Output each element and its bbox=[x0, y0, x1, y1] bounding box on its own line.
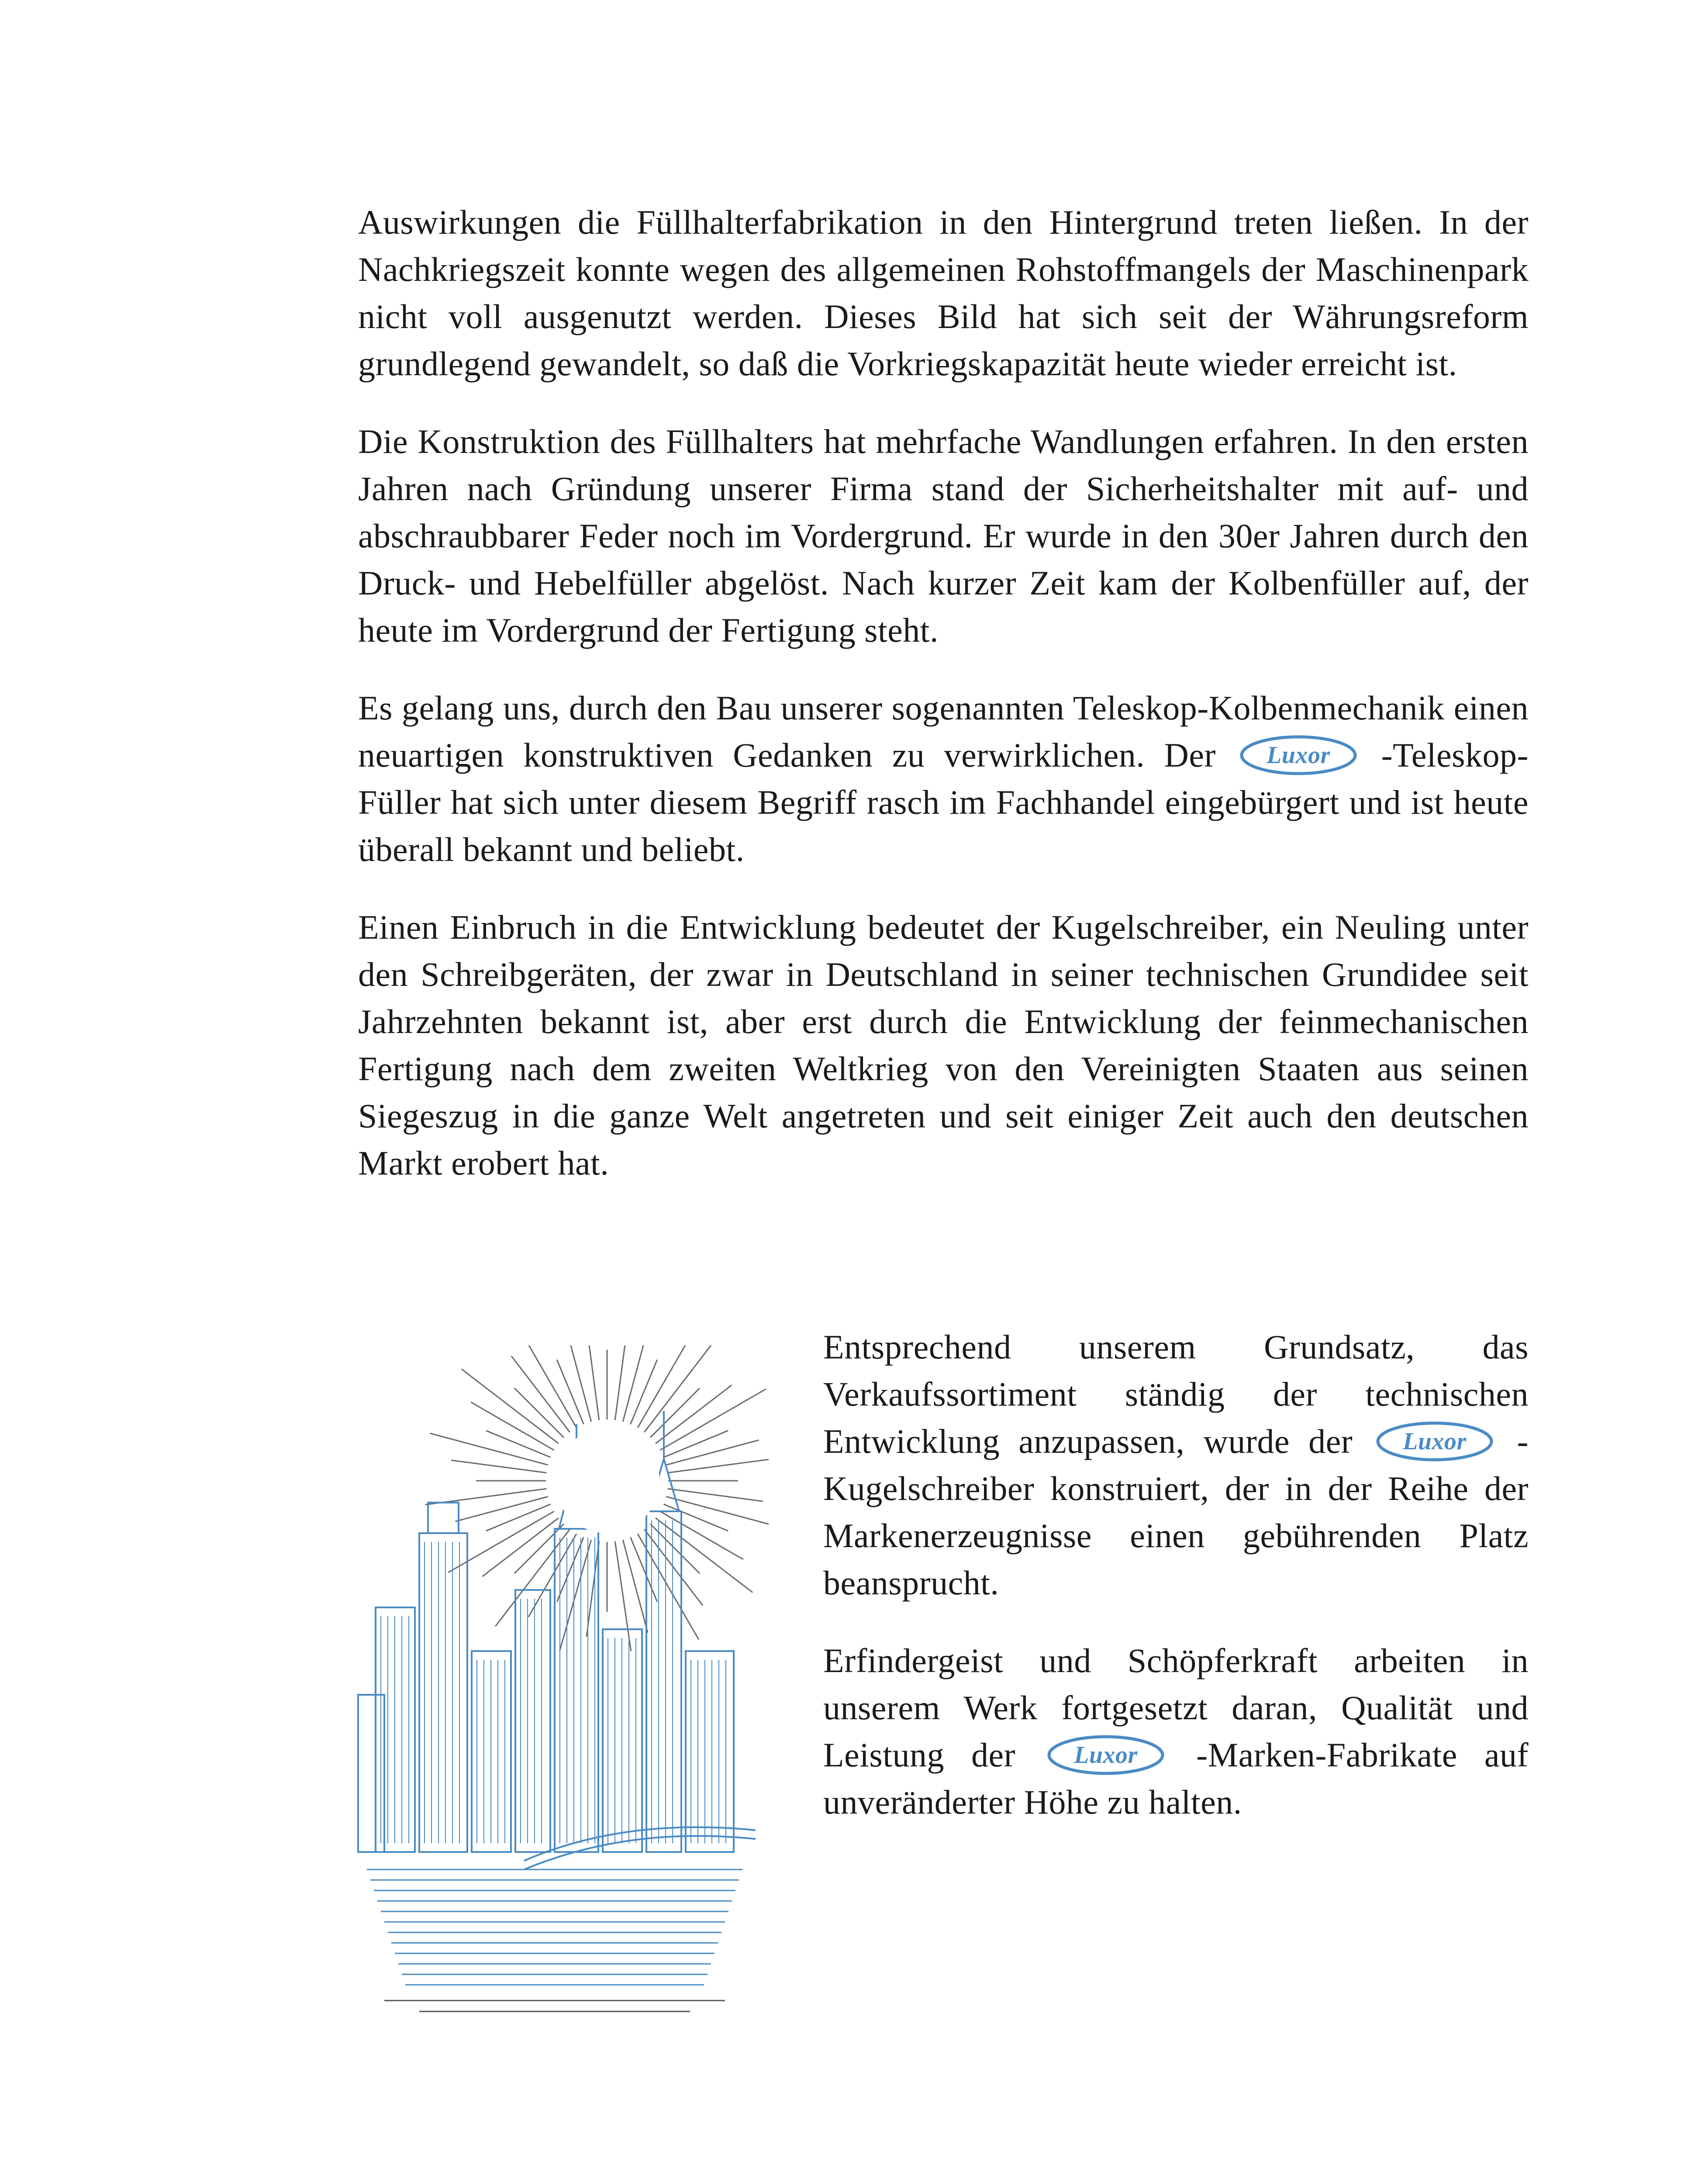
paragraph-6-start: Erfindergeist und Schöpferkraft arbeiten in unserem Werk fortgesetzt daran, Qualität und Leistung der bbox=[823, 1641, 1529, 1774]
logo-text: Luxor bbox=[1267, 742, 1331, 769]
logo-text: Luxor bbox=[1074, 1742, 1138, 1769]
city-skyline-sunburst-icon bbox=[341, 1345, 769, 2018]
paragraph-5 bbox=[823, 1324, 1529, 1607]
body-text bbox=[358, 199, 1529, 1187]
paragraph-3 bbox=[358, 684, 1529, 873]
paragraph-6-end: -Marken-Fabrikate auf unveränderter Höhe zu halten. bbox=[823, 1736, 1529, 1821]
luxor-logo bbox=[1376, 1420, 1494, 1462]
paragraph-1: Auswirkungen die Füllhalterfabrikation in den Hintergrund treten ließen. In der Nachkriegszeit konnte wegen des allgemeinen Rohstoffmangels der Maschinenpark nicht voll ausgenutzt werden. Dieses Bild hat sich seit der Währungsreform grundlegend gewandelt, so daß die Vorkriegskapazität heute wieder erreicht ist. bbox=[358, 203, 1529, 383]
luxor-logo bbox=[1047, 1734, 1165, 1776]
luxor-logo bbox=[1239, 734, 1357, 776]
paragraph-4: Einen Einbruch in die Entwicklung bedeutet der Kugelschreiber, ein Neuling unter den Schreibgeräten, der zwar in Deutschland in seiner technischen Grundidee seit Jahrzehnten bekannt ist, aber erst durch die Entwicklung der feinmechanischen Fertigung nach dem zweiten Weltkrieg von den Vereinigten Staaten aus seinen Siegeszug in die ganze Welt angetreten und seit einiger Zeit auch den deutschen Markt erobert hat. bbox=[358, 908, 1529, 1182]
right-column-text bbox=[823, 1324, 1529, 1826]
logo-text: Luxor bbox=[1403, 1428, 1467, 1455]
paragraph-2: Die Konstruktion des Füllhalters hat mehrfache Wandlungen erfahren. In den ersten Jahren nach Gründung unserer Firma stand der Sicherheitshalter mit auf- und abschraubbarer Feder noch im Vordergrund. Er wurde in den 30er Jahren durch den Druck- und Hebelfüller abgelöst. Nach kurzer Zeit kam der Kolbenfüller auf, der heute im Vordergrund der Fertigung steht. bbox=[358, 422, 1529, 649]
paragraph-5-end: -Kugelschreiber konstruiert, der in der Reihe der Markenerzeugnisse einen gebührenden Platz beansprucht. bbox=[823, 1422, 1529, 1602]
paragraph-5-start: Entsprechend unserem Grundsatz, das Verkaufssortiment ständig der technischen Entwicklung anzupassen, wurde der bbox=[823, 1328, 1529, 1460]
paragraph-3-end: -Teleskop-Füller hat sich unter diesem Begriff rasch im Fachhandel eingebürgert und ist heute überall bekannt und beliebt. bbox=[358, 736, 1529, 868]
paragraph-6 bbox=[823, 1637, 1529, 1826]
paragraph-3-start: Es gelang uns, durch den Bau unserer sogenannten Teleskop-Kolbenmechanik einen neuartigen konstruktiven Gedanken zu verwirklichen. Der bbox=[358, 689, 1529, 774]
